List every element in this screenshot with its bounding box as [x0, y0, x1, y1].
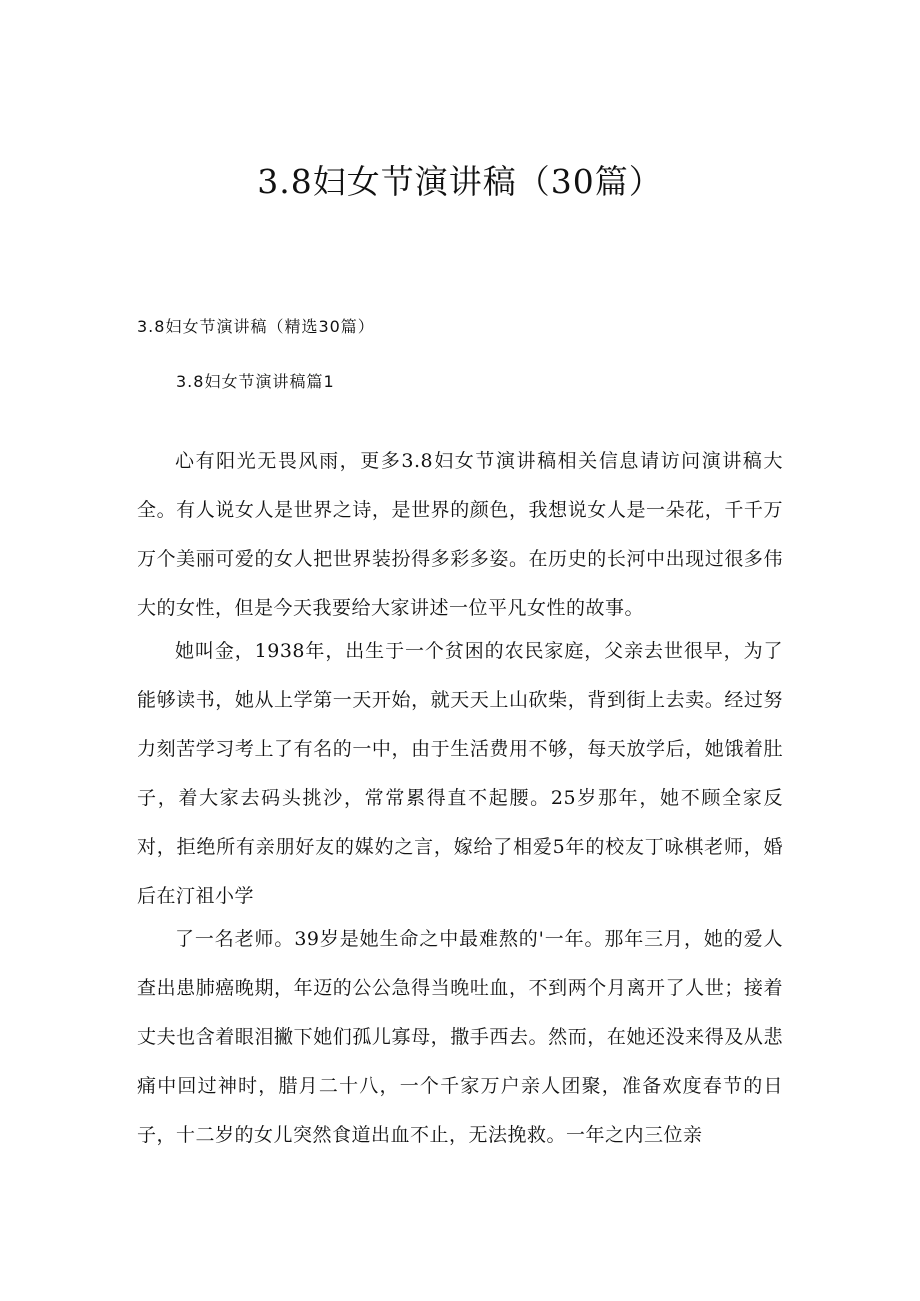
- body-paragraph-3: 了一名老师。39岁是她生命之中最难熬的'一年。那年三月，她的爱人查出患肺癌晚期，年迈的公公急得当晚吐血，不到两个月离开了人世；接着丈夫也含着眼泪撇下她们孤儿寡母，撒手西去。然而，在她还没来得及从悲痛中回过神时，腊月二十八，一个千家万户亲人团聚，准备欢度春节的日子，十二岁的女儿突然食道出血不止，无法挽救。一年之内三位亲: [137, 928, 783, 1146]
- body-paragraph-2: 她叫金，1938年，出生于一个贫困的农民家庭，父亲去世很早，为了能够读书，她从上学第一天开始，就天天上山砍柴，背到街上去卖。经过努力刻苦学习考上了有名的一中，由于生活费用不够，每天放学后，她饿着肚子，着大家去码头挑沙，常常累得直不起腰。25岁那年，她不顾全家反对，拒绝所有亲朋好友的媒妁之言，嫁给了相爱5年的校友丁咏棋老师，婚后在汀祖小学: [137, 640, 783, 907]
- document-title: 3.8妇女节演讲稿（30篇）: [257, 162, 663, 201]
- body-paragraph-1: 心有阳光无畏风雨，更多3.8妇女节演讲稿相关信息请访问演讲稿大全。有人说女人是世界之诗，是世界的颜色，我想说女人是一朵花，千千万万个美丽可爱的女人把世界装扮得多彩多姿。在历史的长河中出现过很多伟大的女性，但是今天我要给大家讲述一位平凡女性的故事。: [137, 450, 783, 619]
- section-heading: 3.8妇女节演讲稿篇1: [176, 372, 335, 391]
- document-subtitle: 3.8妇女节演讲稿（精选30篇）: [137, 317, 375, 336]
